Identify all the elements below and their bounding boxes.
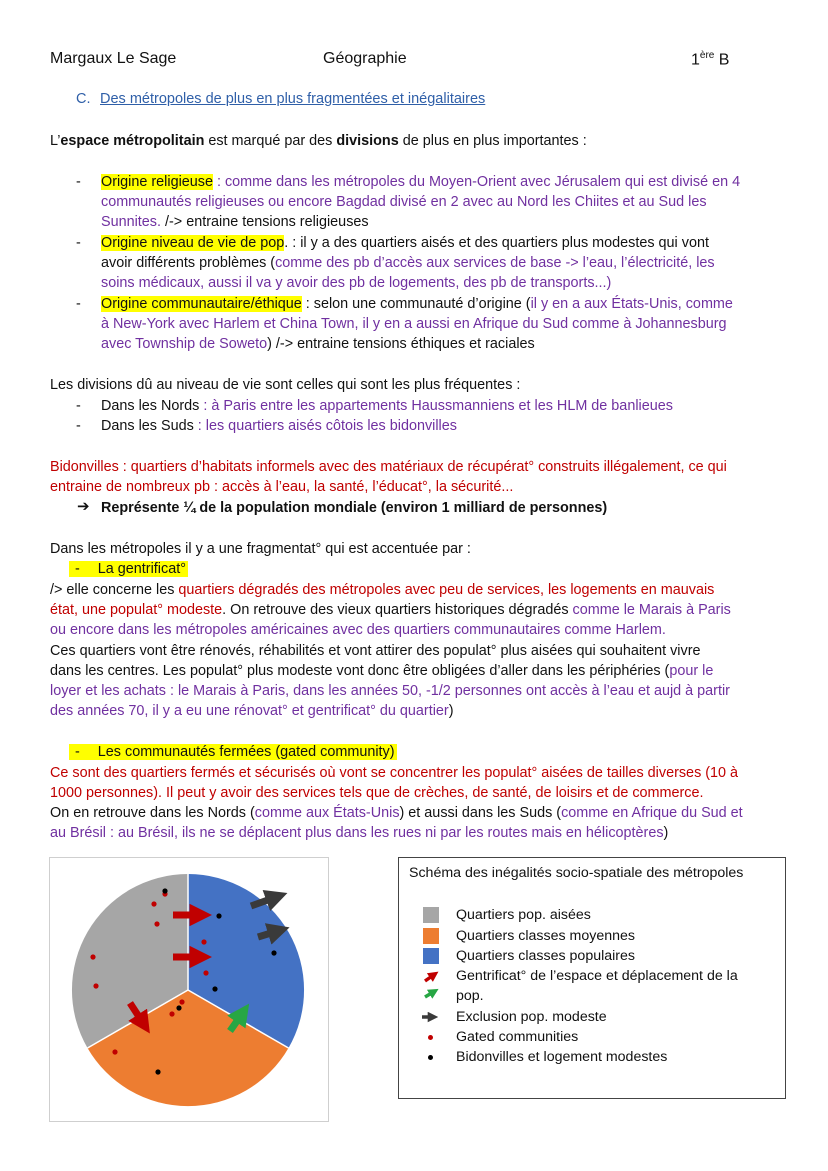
gated-l4b: ) (663, 825, 669, 841)
exclusion-arrow-icon (421, 1010, 441, 1024)
gent-l5b: pour le (669, 663, 714, 679)
origin-living-l2 (101, 253, 715, 273)
origin-religious-text: : comme dans les métropoles du Moyen-Orient avec Jérusalem qui est divisé en 4 (212, 174, 741, 190)
origin-living-text: . : il y a des quartiers aisés et des quartiers plus modestes qui vont (284, 235, 709, 251)
bullet-dash: - (76, 235, 81, 251)
legend-label: Bidonvilles et logement modestes (456, 1049, 668, 1065)
blue-swatch (423, 948, 439, 964)
right-arrow-icon: ➔ (77, 498, 90, 515)
gated-heading (69, 742, 397, 762)
gent-l1 (50, 580, 714, 600)
gent-l2 (50, 600, 731, 620)
origin-religious-l3a: Sunnites. (101, 214, 165, 230)
gated-l4a: au Brésil : au Brésil, ils ne se déplacent plus dans les rues ni par les routes mais en hélicoptères (50, 825, 664, 841)
gated-l3c: ) et aussi dans les Suds ( (399, 805, 562, 821)
origin-community-label: Origine communautaire/éthique (101, 296, 302, 312)
origin-living-l1 (101, 233, 709, 253)
divisions-north-label: Dans les Nords (101, 398, 204, 414)
gated-l4 (50, 823, 668, 843)
gentrification-heading (69, 559, 188, 579)
gent-l1b: quartiers dégradés des métropoles avec peu de services, les logements en mauvais (178, 582, 715, 598)
section-title (76, 91, 485, 107)
gent-l2a: état, une populat° modeste (50, 602, 223, 618)
gent-l2b: . On retrouve des vieux quartiers historiques dégradés (222, 602, 573, 618)
origin-community-l2: à New-York avec Harlem et China Town, il y en a aussi en Afrique du Sud comme à Johannesburg (101, 316, 727, 332)
gent-l7a: des années 70, il y a eu une rénovat° et gentrificat° du quartier (50, 703, 449, 719)
origin-community-l3 (101, 334, 535, 354)
origin-community-l3a: avec Township de Soweto (101, 336, 268, 352)
gent-l7 (50, 701, 454, 721)
origin-living-label: Origine niveau de vie de pop (101, 235, 285, 251)
intro-p3: de plus en plus importantes : (398, 133, 587, 149)
gent-l3: ou encore dans les métropoles américaines avec des quartiers communautaires comme Harlem. (50, 622, 666, 638)
red-dot-icon (428, 1035, 433, 1040)
divisions-intro: Les divisions dû au niveau de vie sont celles qui sont les plus fréquentes : (50, 377, 521, 393)
orange-swatch (423, 928, 439, 944)
origin-living-l3: soins médicaux, aussi il va y avoir des pb de logements, des pb de transports...) (101, 275, 612, 291)
bullet-dash: - (76, 174, 81, 190)
divisions-south-label: Dans les Suds (101, 418, 198, 434)
intro-b2: divisions (336, 133, 399, 149)
gent-l4: Ces quartiers vont être rénovés, réhabilités et vont attirer des populat° plus aisées qui souhaitent vivre (50, 643, 701, 659)
gent-l5a: dans les centres. Les populat° plus modeste vont donc être obligées d’aller dans les périphéries ( (50, 663, 670, 679)
origin-religious-l3 (101, 212, 369, 232)
legend-label: Exclusion pop. modeste (456, 1009, 607, 1025)
divisions-south-text: : les quartiers aisés côtois les bidonvilles (197, 418, 457, 434)
legend-label: Quartiers classes populaires (456, 948, 635, 964)
divisions-south (101, 416, 457, 436)
gent-l5 (50, 661, 713, 681)
divisions-north (101, 396, 673, 416)
intro-b1: espace métropolitain (60, 133, 205, 149)
legend-label: Gated communities (456, 1029, 579, 1045)
gent-l1a: /> elle concerne les (50, 582, 179, 598)
origin-living-l2a: avoir différents problèmes ( (101, 255, 276, 271)
bullet-dash: - (76, 398, 81, 414)
bidonvilles-stat (101, 498, 607, 518)
gent-l2c: comme le Marais à Paris (572, 602, 731, 618)
gentrification-arrows-icon (422, 968, 442, 1002)
origin-community-l3b: ) /-> entraine tensions éthiques et raciales (267, 336, 535, 352)
black-dot-icon (428, 1055, 433, 1060)
class-sup: ère (699, 50, 715, 61)
gated-title: Les communautés fermées (gated community) (97, 744, 395, 760)
gent-l7b: ) (448, 703, 454, 719)
origin-living-l2b: comme des pb d’accès aux services de base -> l’eau, l’électricité, les (275, 255, 715, 271)
legend-label: Quartiers pop. aisées (456, 907, 591, 923)
intro-p1: L’ (50, 133, 61, 149)
intro-line (50, 131, 587, 151)
class-num: 1 (691, 51, 700, 69)
frag-intro: Dans les métropoles il y a une fragmentat° qui est accentuée par : (50, 541, 471, 557)
gated-l1: Ce sont des quartiers fermés et sécurisés où vont se concentrer les populat° aisées de tailles diverses (10 à (50, 765, 739, 781)
schema-figure (49, 857, 329, 1122)
intro-p2: est marqué par des (204, 133, 337, 149)
divisions-north-text: : à Paris entre les appartements Haussmanniens et les HLM de banlieues (203, 398, 673, 414)
gated-l3 (50, 803, 743, 823)
grey-swatch (423, 907, 439, 923)
origin-community-l1b: : selon une communauté d’origine ( (301, 296, 531, 312)
gated-l3a: On en retrouve dans les Nords ( (50, 805, 255, 821)
bullet-dash: - (76, 418, 81, 434)
bidonvilles-l2: entraine de nombreux pb : accès à l’eau, la santé, l’éducat°, la sécurité... (50, 479, 514, 495)
origin-religious-l1 (101, 172, 740, 192)
origin-community-l1c: il y en a aux États-Unis, comme (530, 296, 733, 312)
bullet-dash: - (75, 561, 80, 577)
legend-title: Schéma des inégalités socio-spatiale des métropoles (409, 865, 744, 881)
origin-religious-l3b: /-> entraine tensions religieuses (165, 214, 369, 230)
gentrification-title: La gentrificat° (97, 561, 186, 577)
legend-label: Quartiers classes moyennes (456, 928, 635, 944)
bullet-dash: - (75, 744, 80, 760)
legend-label: Gentrificat° de l’espace et déplacement de la (456, 968, 738, 984)
gated-l3d: comme en Afrique du Sud et (561, 805, 743, 821)
subject-name: Géographie (323, 50, 407, 67)
bullet-dash: - (76, 296, 81, 312)
author-name: Margaux Le Sage (50, 50, 177, 67)
legend-label: pop. (456, 988, 484, 1004)
section-title-text: Des métropoles de plus en plus fragmentées et inégalitaires (100, 91, 486, 107)
gent-l6: loyer et les achats : le Marais à Paris, dans les années 50, -1/2 personnes ont accès à l’eau et aujd à partir (50, 683, 730, 699)
gated-l3b: comme aux États-Unis (254, 805, 400, 821)
bidonvilles-stat-text: Représente ¼ de la population mondiale (environ 1 milliard de personnes) (101, 500, 608, 516)
class-level (691, 50, 729, 69)
schema-legend (398, 857, 786, 1099)
bidonvilles-l1: Bidonvilles : quartiers d’habitats informels avec des matériaux de récupérat° construits illégalement, ce qui (50, 459, 727, 475)
gated-hl (69, 744, 397, 760)
schema-svg (50, 858, 328, 1121)
origin-religious-label: Origine religieuse (101, 174, 213, 190)
gated-l2: 1000 personnes). Il peut y avoir des services tels que de crèches, de santé, de loisirs et de commerce. (50, 785, 704, 801)
section-letter: C. (76, 91, 91, 107)
class-letter: B (714, 51, 730, 69)
origin-community-l1 (101, 294, 733, 314)
origin-religious-l2: communautés religieuses ou encore Bagdad divisé en 2 avec au Nord les Chiites et au Sud les (101, 194, 707, 210)
gentrification-hl (69, 561, 188, 577)
